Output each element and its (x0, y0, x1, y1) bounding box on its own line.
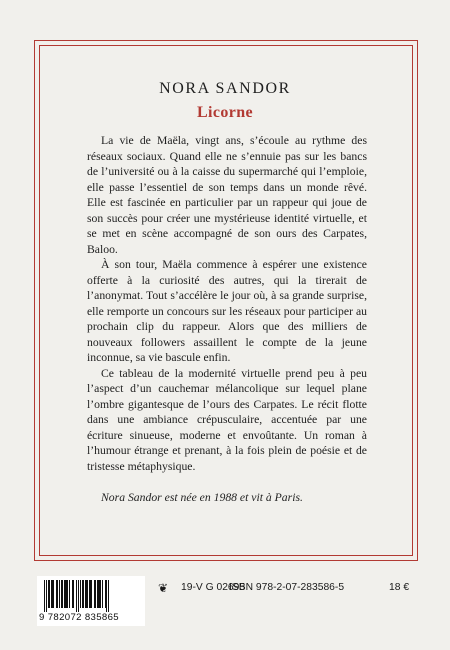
barcode-bar (48, 580, 50, 608)
barcode-bar (62, 580, 63, 608)
barcode-bar (56, 580, 58, 608)
blurb-paragraph-2: À son tour, Maëla commence à espérer une existence offerte à la curiosité des autres, qui la tirerait de l’anonymat. Tout s’accélère le jour où, à sa grande surprise, elle remporte un concours sur les réseaux pour participer au prochain clip du rappeur. Alors que des milliers de nouveaux followers assaillent le compte de la jeune inconnue, sa vie bascule enfin. (87, 258, 367, 364)
barcode-bar (44, 580, 45, 612)
book-title: Licorne (196, 104, 254, 121)
barcode-bar (61, 580, 62, 608)
barcode-bar (67, 580, 68, 608)
barcode-bar (53, 580, 54, 608)
barcode-bar (59, 580, 60, 608)
barcode-bar (106, 580, 107, 612)
barcode-digits: 9 782072 835865 (39, 612, 119, 623)
barcode-bar (78, 580, 79, 612)
blurb-text (87, 133, 367, 506)
barcode-bar (76, 580, 77, 612)
barcode-bar (72, 580, 74, 608)
barcode-bar (102, 580, 103, 608)
blurb-paragraph-3: Ce tableau de la modernité virtuelle prend peu à peu l’aspect d’un cauchemar mélancolique sur lequel plane l’ombre gigantesque de l’ours des Carpates. Le récit flotte dans une ambiance crépusculaire, accentuée par une écriture sinueuse, moderne et envoûtante. Un roman à l’humour étrange et prenant, à la fois plein de poésie et de tristesse métaphysique. (87, 366, 367, 473)
barcode-bar (64, 580, 65, 608)
barcode-bar (82, 580, 83, 608)
author-name: NORA SANDOR (159, 80, 291, 97)
publisher-info-line (158, 582, 422, 596)
blurb-paragraph-1: La vie de Maëla, vingt ans, s’écoule au rythme des réseaux sociaux. Quand elle ne s’ennuie pas sur les bancs de l’université ou à la caisse du supermarché qui l’emploie, elle passe l’essentiel de son temps dans un monde rêvé. Elle est fascinée en particulier par un rappeur qui joue de son succès pour créer une mystérieuse identité virtuelle, et se met en scène accompagné de son ours des Carpates, Baloo. (87, 134, 367, 256)
barcode-bar (100, 580, 101, 608)
barcode (37, 576, 145, 626)
barcode-bar (108, 580, 109, 612)
barcode-bar (69, 580, 70, 608)
barcode-bar (80, 580, 81, 608)
barcode-bar (46, 580, 47, 612)
barcode-bar (95, 580, 96, 608)
price: 18 € (389, 582, 410, 593)
publisher-code: 19-V G 02695 (181, 582, 246, 593)
barcode-bar (83, 580, 84, 608)
barcode-bar (65, 580, 67, 608)
barcode-bar (86, 580, 88, 608)
author-bio: Nora Sandor est née en 1988 et vit à Paris. (101, 491, 303, 504)
barcode-bar (85, 580, 86, 608)
barcode-bar (51, 580, 53, 608)
isbn-number: ISBN 978-2-07-283586-5 (229, 582, 345, 593)
gallimard-logo-icon: ❦ (158, 581, 169, 595)
barcode-bar (98, 580, 100, 608)
barcode-bars (41, 580, 141, 612)
barcode-bar (97, 580, 98, 608)
barcode-bar (91, 580, 92, 608)
barcode-bar (89, 580, 91, 608)
